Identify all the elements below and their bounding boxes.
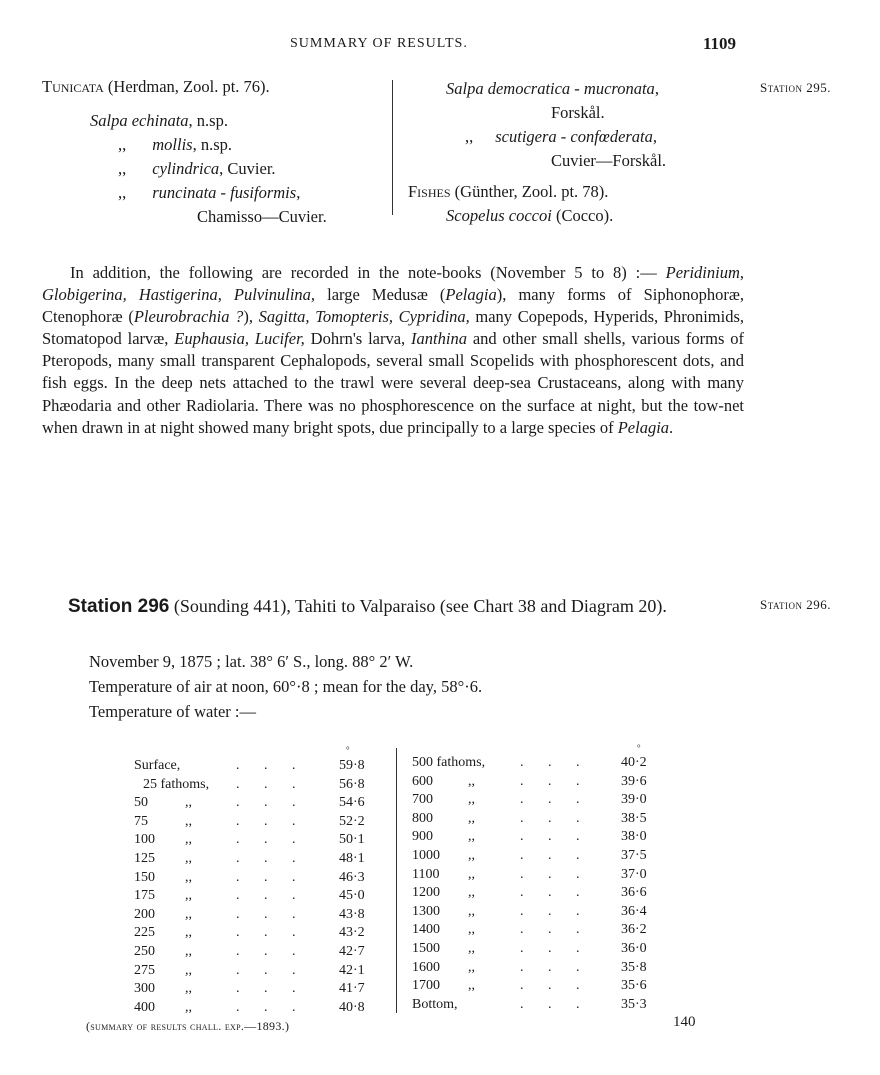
species-name: Salpa echinata: [90, 111, 189, 130]
signature-mark: 140: [673, 1014, 696, 1030]
ditto-mark: ,,: [118, 183, 127, 202]
leader-dots: . . .: [236, 888, 296, 904]
paragraph-italic: Euphausia, Lucifer,: [174, 329, 305, 349]
leader-dots: . . .: [520, 959, 580, 975]
species-name: runcinata - fusiformis: [152, 183, 297, 202]
table-row: [0, 848, 880, 867]
leader-dots: . . .: [236, 832, 296, 848]
species-suffix: ,: [654, 79, 659, 98]
depth-cell: Surface,: [134, 758, 181, 773]
notebook-paragraph: [42, 262, 744, 439]
depth-cell: 125: [134, 850, 155, 866]
tunicata-heading-caps: Tunicata: [42, 77, 104, 96]
list-item: [446, 204, 613, 228]
depth-cell: 100: [134, 832, 155, 848]
paragraph-text: .: [669, 417, 674, 437]
depth-cell: 275: [134, 962, 155, 978]
paragraph-text: Dohrn's larva,: [304, 329, 412, 349]
margin-station-296: Station 296.: [760, 597, 832, 612]
list-item: [118, 181, 300, 205]
leader-dots: . . .: [236, 999, 296, 1015]
temperature-cell: 35·3: [621, 996, 647, 1012]
species-suffix: , n.sp.: [192, 135, 233, 154]
leader-dots: . . .: [520, 773, 580, 789]
authority-line: Cuvier—Forskål.: [551, 151, 667, 170]
list-item: [446, 77, 659, 101]
table-row: [0, 978, 880, 997]
table-row: [0, 941, 880, 960]
leader-dots: . . .: [236, 943, 296, 959]
temperature-cell: 45·0: [339, 888, 365, 904]
leader-dots: . . .: [236, 850, 296, 866]
list-item: [118, 133, 232, 157]
ditto-cell: ,,: [468, 810, 475, 826]
leader-dots: . . .: [520, 866, 580, 882]
ditto-cell: ,,: [468, 792, 475, 808]
leader-dots: . . .: [236, 795, 296, 811]
column-divider: [392, 80, 393, 215]
leader-dots: . . .: [520, 885, 580, 901]
temperature-cell: 42·7: [339, 943, 365, 959]
fishes-heading-caps: Fishes: [408, 182, 451, 201]
paragraph-text: large Medusæ (: [315, 285, 446, 305]
leader-dots: . . .: [236, 981, 296, 997]
table-row: [0, 885, 880, 904]
table-row: [0, 904, 880, 923]
tunicata-heading-ref: (Herdman, Zool. pt. 76).: [103, 77, 270, 96]
ditto-cell: ,,: [468, 903, 475, 919]
air-temperature-line: Temperature of air at noon, 60°·8 ; mean for the day, 58°·6.: [89, 677, 483, 696]
paragraph-text: ), many forms of Siphonophoræ, Ctenophoræ (: [42, 285, 744, 327]
depth-cell: 200: [134, 906, 155, 922]
ditto-cell: ,,: [185, 962, 192, 978]
leader-dots: . . .: [520, 755, 580, 770]
temperature-cell: 42·1: [339, 962, 365, 978]
depth-cell: 175: [134, 888, 155, 904]
ditto-cell: ,,: [185, 981, 192, 997]
temperature-cell: 43·2: [339, 925, 365, 941]
depth-cell: 900: [412, 829, 433, 845]
paragraph-italic: Sagitta, Tomopteris, Cypridina,: [258, 307, 470, 327]
depth-cell: 300: [134, 981, 155, 997]
temperature-cell: 40·2: [621, 755, 647, 770]
list-item: [118, 157, 276, 181]
station-subtitle: (Sounding 441), Tahiti to Valparaiso (see Chart 38 and Diagram 20).: [169, 596, 667, 616]
ditto-cell: ,,: [185, 906, 192, 922]
leader-dots: . . .: [520, 996, 580, 1012]
species-name: Salpa democratica - mucronata: [446, 79, 655, 98]
ditto-cell: ,,: [185, 795, 192, 811]
leader-dots: . . .: [520, 978, 580, 994]
species-name: scutigera - confœderata: [495, 127, 653, 146]
authority-line: Chamisso—Cuvier.: [197, 207, 327, 226]
depth-cell: 1200: [412, 885, 440, 901]
ditto-cell: ,,: [185, 888, 192, 904]
temperature-cell: 39·6: [621, 773, 647, 789]
depth-cell: 500 fathoms,: [412, 755, 486, 770]
depth-cell: 150: [134, 869, 155, 885]
table-row: [0, 811, 880, 830]
leader-dots: . . .: [520, 903, 580, 919]
water-temperature-label: Temperature of water :—: [89, 702, 256, 721]
depth-cell: 1100: [412, 866, 440, 882]
depth-cell: 225: [134, 925, 155, 941]
depth-cell: 800: [412, 810, 433, 826]
leader-dots: . . .: [520, 792, 580, 808]
depth-cell: 1600: [412, 959, 440, 975]
species-suffix: , Cuvier.: [219, 159, 276, 178]
ditto-cell: ,,: [185, 813, 192, 829]
depth-cell: 1700: [412, 978, 440, 994]
date-line: November 9, 1875 ; lat. 38° 6′ S., long. 88° 2′ W.: [89, 652, 414, 671]
temperature-cell: 35·8: [621, 959, 647, 975]
ditto-cell: ,,: [185, 943, 192, 959]
species-name: cylindrica: [152, 159, 220, 178]
temperature-cell: 59·8: [339, 758, 365, 773]
species-name: mollis: [152, 135, 193, 154]
paragraph-text: ),: [243, 307, 259, 327]
temperature-cell: 38·5: [621, 810, 647, 826]
ditto-mark: ,,: [118, 159, 127, 178]
table-row: [0, 792, 880, 811]
temperature-cell: 39·0: [621, 792, 647, 808]
paragraph-italic: Peridinium, Globigerina, Hastigerina, Pulvinulina,: [42, 263, 744, 305]
ditto-cell: ,,: [185, 832, 192, 848]
ditto-cell: ,,: [185, 999, 192, 1015]
leader-dots: . . .: [520, 829, 580, 845]
temperature-cell: 52·2: [339, 813, 365, 829]
depth-cell: 1400: [412, 922, 440, 938]
temperature-cell: 35·6: [621, 978, 647, 994]
depth-cell: 1300: [412, 903, 440, 919]
running-title: SUMMARY OF RESULTS.: [290, 36, 468, 51]
table-row: [0, 997, 880, 1016]
depth-cell: 700: [412, 792, 433, 808]
table-row: [0, 755, 880, 774]
temperature-cell: 36·4: [621, 903, 647, 919]
species-suffix: , n.sp.: [188, 111, 228, 130]
list-item: [90, 109, 228, 133]
depth-cell: 250: [134, 943, 155, 959]
species-suffix: ,: [652, 127, 658, 146]
leader-dots: . . .: [520, 940, 580, 956]
fishes-heading-ref: (Günther, Zool. pt. 78).: [450, 182, 609, 201]
species-suffix: ,: [296, 183, 301, 202]
ditto-cell: ,,: [468, 940, 475, 956]
temperature-cell: 36·2: [621, 922, 647, 938]
depth-cell: 1000: [412, 847, 440, 863]
list-item: [465, 125, 657, 149]
temperature-cell: 38·0: [621, 829, 647, 845]
species-suffix: (Cocco).: [551, 206, 614, 225]
depth-cell: 1500: [412, 940, 440, 956]
table-row: [0, 960, 880, 979]
paragraph-text: and other small shells, various forms of Pteropods, many small transparent Cephalopods, several small Scopelids with phosphorescent dots, and fish eggs. In the deep nets attached to the trawl were several deep-sea Crustaceans, along with many Phæodaria and other Radiolaria. There was no phosphorescence on the surface at night, but the tow-net when drawn in at night showed many bright spots, due principally to a large species of: [42, 329, 744, 437]
temperature-cell: 41·7: [339, 981, 365, 997]
ditto-cell: ,,: [185, 850, 192, 866]
paragraph-italic: Ianthina: [411, 329, 467, 349]
ditto-cell: ,,: [468, 959, 475, 975]
depth-cell: 400: [134, 999, 155, 1015]
temperature-cell: 46·3: [339, 869, 365, 885]
temperature-cell: 43·8: [339, 906, 365, 922]
ditto-cell: ,,: [468, 922, 475, 938]
temperature-table-right: [0, 755, 880, 1015]
depth-cell: 600: [412, 773, 433, 789]
leader-dots: . . .: [520, 847, 580, 863]
temperature-cell: 48·1: [339, 850, 365, 866]
depth-cell: 25 fathoms,: [143, 776, 210, 792]
temperature-cell: 37·0: [621, 866, 647, 882]
fishes-heading: [408, 180, 608, 204]
leader-dots: . . .: [236, 776, 296, 792]
degree-mark: °: [346, 745, 350, 755]
ditto-cell: ,,: [468, 847, 475, 863]
ditto-cell: ,,: [185, 925, 192, 941]
leader-dots: . . .: [236, 869, 296, 885]
page-number: 1109: [703, 34, 737, 53]
temperature-cell: 36·0: [621, 940, 647, 956]
ditto-cell: ,,: [468, 978, 475, 994]
temperature-cell: 40·8: [339, 999, 365, 1015]
leader-dots: . . .: [236, 925, 296, 941]
table-row: [0, 867, 880, 886]
ditto-cell: ,,: [468, 773, 475, 789]
ditto-cell: ,,: [468, 866, 475, 882]
station-title: Station 296: [68, 596, 170, 617]
degree-mark: °: [637, 743, 641, 753]
ditto-cell: ,,: [468, 829, 475, 845]
temperature-cell: 36·6: [621, 885, 647, 901]
table-row: [0, 774, 880, 793]
paragraph-italic: Pelagia: [617, 417, 670, 437]
margin-station-295: Station 295.: [760, 80, 832, 95]
depth-cell: 50: [134, 795, 148, 811]
leader-dots: . . .: [236, 962, 296, 978]
temperature-cell: 50·1: [339, 832, 365, 848]
ditto-mark: ,,: [465, 127, 474, 146]
ditto-mark: ,,: [118, 135, 127, 154]
species-name: Scopelus coccoi: [446, 206, 552, 225]
leader-dots: . . .: [236, 906, 296, 922]
leader-dots: . . .: [520, 922, 580, 938]
paragraph-text: In addition, the following are recorded in the note-books (November 5 to 8) :—: [70, 263, 666, 282]
leader-dots: . . .: [520, 810, 580, 826]
depth-cell: Bottom,: [412, 996, 458, 1012]
paragraph-italic: Pleurobrachia ?: [133, 307, 244, 327]
leader-dots: . . .: [236, 813, 296, 829]
tunicata-heading: [42, 75, 270, 99]
footer-imprint: (summary of results chall. exp.—1893.): [86, 1019, 290, 1033]
ditto-cell: ,,: [185, 869, 192, 885]
leader-dots: . . .: [236, 758, 296, 773]
temperature-cell: 37·5: [621, 847, 647, 863]
paragraph-text: many Copepods, Hyperids, Phronimids, Stomatopod larvæ,: [42, 307, 744, 349]
ditto-cell: ,,: [468, 885, 475, 901]
temperature-cell: 54·6: [339, 795, 365, 811]
temperature-cell: 56·8: [339, 776, 365, 792]
paragraph-italic: Pelagia: [445, 285, 497, 305]
depth-cell: 75: [134, 813, 148, 829]
station-296-heading: [68, 596, 667, 618]
authority-line: Forskål.: [551, 103, 605, 122]
table-row: [0, 922, 880, 941]
table-row: [0, 829, 880, 848]
